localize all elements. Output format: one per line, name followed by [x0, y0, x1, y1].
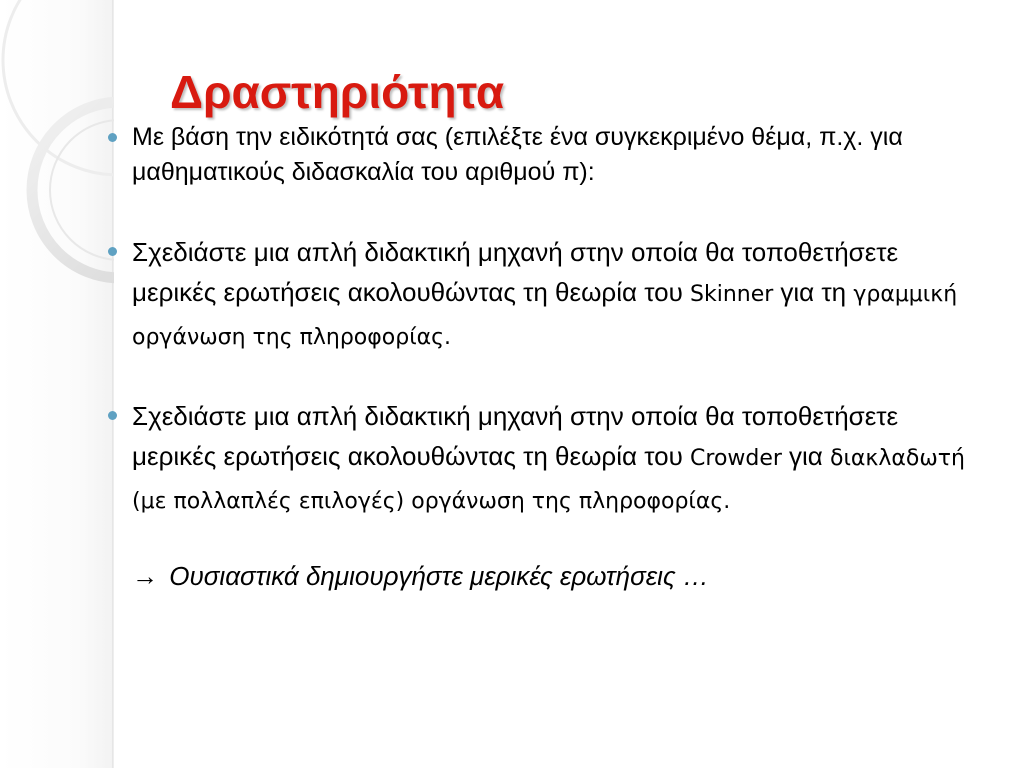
- bullet-3-text-d: διακλαδωτή (με πολλαπλές επιλογές) οργάνωση της πληροφορίας.: [132, 446, 965, 514]
- bullet-2-text-d: γραμμική οργάνωση της πληροφορίας.: [132, 282, 958, 350]
- arrow-right-icon: →: [132, 561, 158, 591]
- bullet-2-text-c: για τη: [780, 277, 854, 307]
- bullet-text-1: Με βάση την ειδικότητά σας (επιλέξτε ένα συγκεκριμένο θέμα, π.χ. για μαθηματικούς διδασκαλία του αριθμού π):: [132, 123, 903, 186]
- bullet-item-3: [100, 396, 980, 522]
- bullet-item-2: [100, 232, 980, 358]
- bullet-dot-icon: [108, 411, 117, 420]
- bullet-2-text-b: Skinner: [690, 282, 781, 307]
- summary-note: [100, 556, 980, 596]
- bullet-dot-icon: [108, 247, 117, 256]
- bullet-2-text-a: Σχεδιάστε μια απλή διδακτική μηχανή στην οποία θα τοποθετήσετε μερικές ερωτήσεις ακολουθώντας τη θεωρία του: [132, 237, 899, 307]
- slide-content: [100, 120, 980, 596]
- bullet-3-text-c: για: [788, 441, 830, 471]
- bullet-3-text-a: Σχεδιάστε μια απλή διδακτική μηχανή στην οποία θα τοποθετήσετε μερικές ερωτήσεις ακολουθώντας τη θεωρία του: [132, 401, 899, 471]
- summary-note-text: Ουσιαστικά δημιουργήστε μερικές ερωτήσεις …: [169, 561, 709, 591]
- decorative-rings: [0, 0, 114, 768]
- bullet-dot-icon: [108, 133, 117, 142]
- decorative-ring-large: [3, 0, 114, 175]
- bullet-3-text-b: Crowder: [690, 446, 789, 471]
- slide-title: Δραστηριότητα: [170, 66, 505, 118]
- bullet-item-1: [100, 120, 980, 190]
